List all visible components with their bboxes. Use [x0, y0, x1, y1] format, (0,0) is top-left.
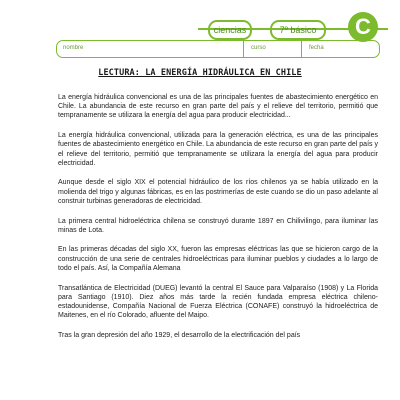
field-divider: [301, 41, 302, 57]
reading-body: [58, 93, 378, 351]
paragraph: La energía hidráulica convencional, utilizada para la generación eléctrica, es una de las principales fuentes de abastecimiento energético en Chile. La abundancia de este recurso en gran parte del país y el relieve del territorio, permitió que tempranamente se utilizara la energía del agua para producir electricidad.: [58, 132, 378, 167]
date-field-label: fecha: [309, 45, 324, 51]
paragraph: La primera central hidroeléctrica chilena se construyó durante 1897 en Chilivilingo, para iluminar las minas de Lota.: [58, 217, 378, 234]
worksheet-header: [198, 12, 388, 40]
reading-title: LECTURA: LA ENERGÍA HIDRÁULICA EN CHILE: [98, 68, 302, 78]
paragraph: En las primeras décadas del siglo XX, fueron las empresas eléctricas las que se hicieron cargo de la construcción de una serie de centrales hidroeléctricas para iluminar pueblos y ciudades a lo largo de todo el país. Así, la Compañía Alemana: [58, 246, 378, 272]
subject-tag: ciencias: [208, 20, 252, 40]
field-divider: [243, 41, 244, 57]
student-info-bar: [56, 40, 380, 58]
paragraph: Tras la gran depresión del año 1929, el desarrollo de la electrificación del país: [58, 331, 301, 339]
paragraph: Transatlántica de Electricidad (DUEG) levantó la central El Sauce para Valparaíso (1908) y La Florida para Santiago (1910). Diez años más tarde la recién fundada empresa eléctrica chileno-estadounidense, Compañía Nacional de Fuerza Eléctrica (CONAFE) construyó la hidroeléctrica de Maitenes, en el río Colorado, afluente del Maipo.: [58, 284, 378, 320]
course-field-label: curso: [251, 45, 266, 51]
paragraph: Aunque desde el siglo XIX el potencial hidráulico de los ríos chilenos ya se había utilizado en la molienda del trigo y algunas fábricas, es en las postrimerías de este cuando se dio un paso adelante al construir turbinas generadoras de electricidad.: [58, 179, 378, 205]
name-field-label: nombre: [63, 45, 84, 51]
paragraph: La energía hidráulica convencional es una de las principales fuentes de abastecimiento energético en Chile. La abundancia de este recurso en gran parte del país y el relieve del territorio, permitió que tempranamente se utilizara la energía del agua para producir electricidad...: [58, 94, 378, 120]
grade-tag: 7º básico: [270, 20, 326, 40]
subject-letter-badge: C: [348, 12, 378, 42]
